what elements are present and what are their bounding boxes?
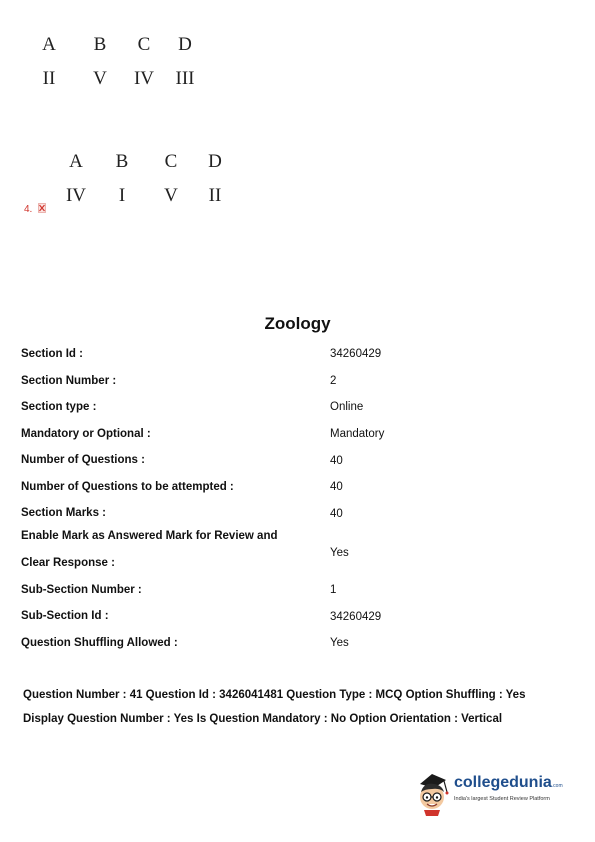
row-label-subsection-id: Sub-Section Id : — [21, 610, 109, 622]
row-value-subsection-id: 34260429 — [330, 611, 382, 623]
match2-letter-d: D — [208, 151, 222, 172]
row-value-section-id: 34260429 — [330, 348, 382, 360]
row-label-section-id: Section Id : — [21, 348, 83, 360]
row-label-section-marks: Section Marks : — [21, 507, 106, 519]
row-value-section-number: 2 — [330, 375, 337, 387]
match1-letter-a: A — [42, 34, 56, 55]
match1-numeral-a: II — [42, 68, 56, 89]
row-value-shuffling: Yes — [330, 637, 349, 649]
row-value-section-marks: 40 — [330, 508, 343, 520]
row-label-num-attempted: Number of Questions to be attempted : — [21, 481, 234, 493]
row-label-section-number: Section Number : — [21, 375, 117, 387]
row-value-mandatory: Mandatory — [330, 428, 385, 440]
collegedunia-logo — [414, 770, 564, 816]
logo-tagline: India's largest Student Review Platform — [454, 796, 550, 802]
row-label-section-type: Section type : — [21, 401, 97, 413]
match2-numeral-c: V — [164, 185, 178, 206]
cross-icon — [38, 203, 46, 213]
match2-letter-c: C — [164, 151, 178, 172]
logo-dotcom: .com — [551, 783, 563, 789]
row-value-section-type: Online — [330, 401, 364, 413]
row-value-num-attempted: 40 — [330, 481, 343, 493]
question-info-line-1: Question Number : 41 Question Id : 3426041481 Question Type : MCQ Option Shuffling : Yes — [23, 689, 526, 701]
match2-letter-b: B — [115, 151, 129, 172]
match1-letter-d: D — [178, 34, 192, 55]
match2-letter-a: A — [69, 151, 83, 172]
match1-letter-c: C — [137, 34, 151, 55]
section-title: Zoology — [264, 314, 331, 333]
match1-numeral-b: V — [93, 68, 107, 89]
match1-letter-b: B — [93, 34, 107, 55]
match2-numeral-d: II — [208, 185, 222, 206]
row-value-subsection-number: 1 — [330, 584, 337, 596]
logo-name: collegedunia.com — [454, 774, 563, 791]
row-label-mandatory: Mandatory or Optional : — [21, 428, 151, 440]
match2-numeral-a: IV — [65, 185, 87, 206]
mascot-icon — [414, 770, 454, 816]
option-number: 4. — [24, 204, 33, 215]
match2-numeral-b: I — [118, 185, 126, 206]
row-label-subsection-number: Sub-Section Number : — [21, 584, 142, 596]
row-label-clear-response: Clear Response : — [21, 557, 115, 569]
row-label-mark-review: Enable Mark as Answered Mark for Review and — [21, 530, 278, 542]
match1-numeral-d: III — [175, 68, 195, 89]
row-label-shuffling: Question Shuffling Allowed : — [21, 637, 178, 649]
row-label-num-questions: Number of Questions : — [21, 454, 145, 466]
match1-numeral-c: IV — [133, 68, 155, 89]
row-value-num-questions: 40 — [330, 455, 343, 467]
question-info-line-2: Display Question Number : Yes Is Question Mandatory : No Option Orientation : Vertical — [23, 713, 503, 725]
row-value-mark-review: Yes — [330, 547, 349, 559]
